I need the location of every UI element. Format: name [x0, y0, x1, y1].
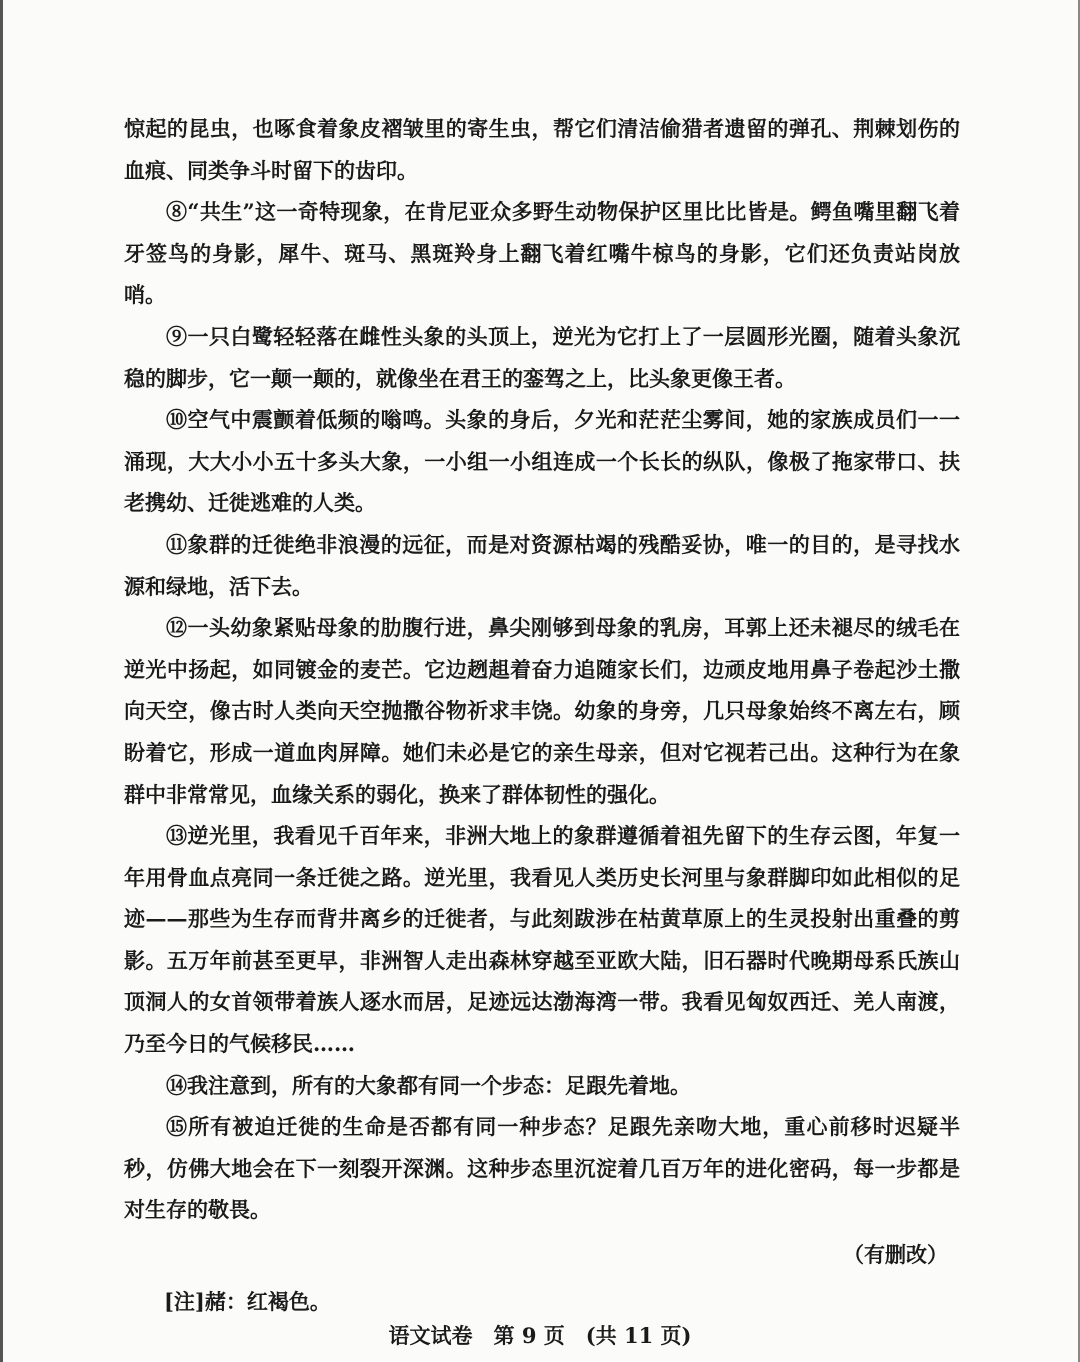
paragraph-8: ⑧“共生”这一奇特现象，在肯尼亚众多野生动物保护区里比比皆是。鳄鱼嘴里翻飞着牙签鸟的身影，犀牛、斑马、黑斑羚身上翻飞着红嘴牛椋鸟的身影，它们还负责站岗放哨。 — [124, 199, 960, 308]
revision-note: （有删改） — [843, 1242, 948, 1267]
paragraph-10: ⑩空气中震颤着低频的嗡鸣。头象的身后，夕光和茫茫尘雾间，她的家族成员们一一涌现，大大小小五十多头大象，一小组一小组连成一个长长的纵队，像极了拖家带口、扶老携幼、迁徙逃难的人类。 — [124, 407, 960, 516]
paragraph-continuation: 惊起的昆虫，也啄食着象皮褶皱里的寄生虫，帮它们清洁偷猎者遗留的弹孔、荆棘划伤的血痕、同类争斗时留下的齿印。 — [124, 116, 960, 183]
paragraph-15: ⑮所有被迫迁徙的生命是否都有同一种步态？足跟先亲吻大地，重心前移时迟疑半秒，仿佛大地会在下一刻裂开深渊。这种步态里沉淀着几百万年的进化密码，每一步都是对生存的敬畏。 — [124, 1114, 960, 1223]
article-body — [124, 108, 960, 1231]
paragraph-14: ⑭我注意到，所有的大象都有同一个步态：足跟先着地。 — [166, 1072, 691, 1098]
annotation-note: [注]赭：红褐色。 — [164, 1289, 331, 1314]
page-left-edge — [0, 0, 3, 1362]
page-footer: 语文试卷 第 9 页 (共 11 页) — [388, 1323, 692, 1348]
paragraph-13: ⑬逆光里，我看见千百年来，非洲大地上的象群遵循着祖先留下的生存云图，年复一年用骨血点亮同一条迁徙之路。逆光里，我看见人类历史长河里与象群脚印如此相似的足迹——那些为生存而背井离乡的迁徙者，与此刻跋涉在枯黄草原上的生灵投射出重叠的剪影。五万年前甚至更早，非洲智人走出森林穿越至亚欧大陆，旧石器时代晚期母系氏族山顶洞人的女首领带着族人逐水而居，足迹远达渤海湾一带。我看见匈奴西迁、羌人南渡，乃至今日的气候移民…… — [124, 823, 960, 1057]
paragraph-9: ⑨一只白鹭轻轻落在雌性头象的头顶上，逆光为它打上了一层圆形光圈，随着头象沉稳的脚步，它一颠一颠的，就像坐在君王的銮驾之上，比头象更像王者。 — [124, 323, 960, 391]
paragraph-12: ⑫一头幼象紧贴母象的肋腹行进，鼻尖刚够到母象的乳房，耳郭上还未褪尽的绒毛在逆光中扬起，如同镀金的麦芒。它边趔趄着奋力追随家长们，边顽皮地用鼻子卷起沙土撒向天空，像古时人类向天空抛撒谷物祈求丰饶。幼象的身旁，几只母象始终不离左右，顾盼着它，形成一道血肉屏障。她们未必是它的亲生母亲，但对它视若己出。这种行为在象群中非常常见，血缘关系的弱化，换来了群体韧性的强化。 — [124, 615, 960, 807]
paragraph-11: ⑪象群的迁徙绝非浪漫的远征，而是对资源枯竭的残酷妥协，唯一的目的，是寻找水源和绿地，活下去。 — [124, 531, 960, 599]
